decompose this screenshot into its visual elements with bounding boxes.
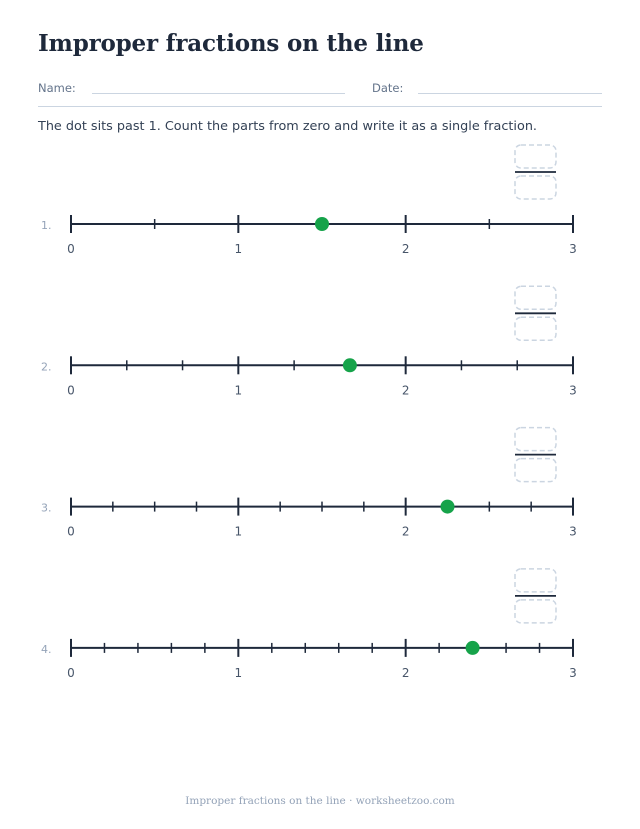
tick-label: 1 bbox=[234, 665, 243, 680]
tick-label: 3 bbox=[569, 242, 577, 256]
denominator-box[interactable] bbox=[515, 459, 556, 482]
point-marker bbox=[441, 500, 455, 514]
tick-label: 3 bbox=[569, 524, 577, 539]
point-marker bbox=[466, 641, 480, 655]
denominator-box[interactable] bbox=[515, 176, 556, 199]
numerator-box[interactable] bbox=[515, 145, 556, 168]
problem-number: 2. bbox=[41, 360, 52, 374]
tick-label: 1 bbox=[234, 242, 243, 256]
numerator-box[interactable] bbox=[515, 286, 556, 309]
tick-label: 2 bbox=[401, 383, 410, 398]
problem-4 bbox=[41, 569, 577, 680]
tick-label: 2 bbox=[401, 524, 410, 539]
tick-label: 0 bbox=[67, 665, 75, 680]
tick-label: 0 bbox=[67, 242, 75, 256]
problem-number: 1. bbox=[41, 219, 52, 232]
tick-label: 1 bbox=[234, 524, 243, 539]
tick-label: 0 bbox=[67, 383, 75, 398]
point-marker bbox=[343, 358, 357, 372]
date-label: Date: bbox=[372, 81, 404, 95]
denominator-box[interactable] bbox=[515, 600, 556, 623]
tick-label: 2 bbox=[401, 242, 410, 256]
tick-label: 1 bbox=[234, 383, 243, 398]
instructions: The dot sits past 1. Count the parts from zero and write it as a single fraction. bbox=[38, 119, 537, 134]
name-label: Name: bbox=[38, 81, 76, 95]
tick-label: 0 bbox=[67, 524, 75, 539]
problem-2 bbox=[41, 286, 577, 397]
footer-credit: Improper fractions on the line · worksheetzoo.com bbox=[185, 795, 455, 807]
problem-number: 4. bbox=[41, 642, 52, 656]
tick-label: 3 bbox=[569, 383, 577, 398]
numerator-box[interactable] bbox=[515, 428, 556, 451]
tick-label: 2 bbox=[401, 665, 410, 680]
point-marker bbox=[315, 217, 329, 231]
problem-number: 3. bbox=[41, 501, 52, 515]
tick-label: 3 bbox=[569, 665, 577, 680]
problem-3 bbox=[41, 428, 577, 539]
denominator-box[interactable] bbox=[515, 317, 556, 340]
numerator-box[interactable] bbox=[515, 569, 556, 592]
worksheet-title: Improper fractions on the line bbox=[38, 30, 424, 57]
problem-1 bbox=[41, 145, 577, 256]
